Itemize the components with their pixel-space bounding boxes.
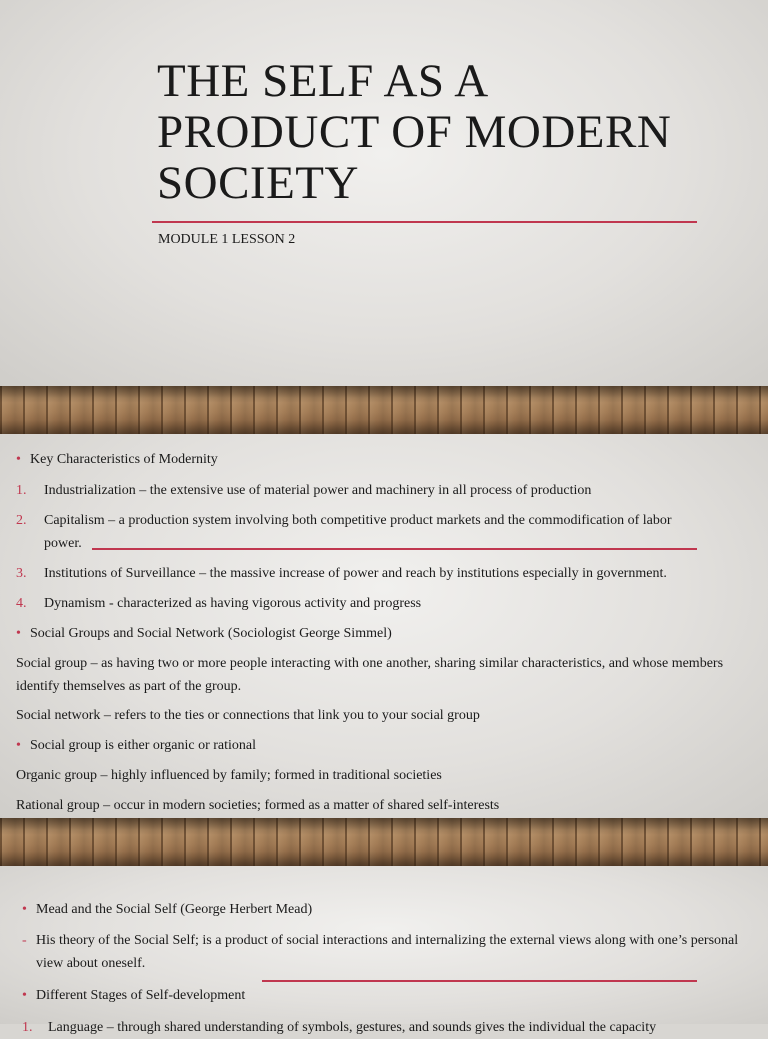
bullet: •: [16, 738, 21, 753]
list-item-capitalism-cont: power.: [44, 536, 82, 551]
organic-group-definition: Organic group – highly influenced by family; formed in traditional societies: [16, 768, 442, 783]
heading-stages-self-development: Different Stages of Self-development: [36, 988, 246, 1003]
title-line-3: SOCIETY: [157, 157, 359, 209]
social-network-definition: Social network – refers to the ties or connections that link you to your social group: [16, 708, 480, 723]
list-item-capitalism: Capitalism – a production system involving both competitive product markets and the commodification of labor: [44, 513, 672, 528]
title-line-2: PRODUCT OF MODERN: [157, 106, 672, 158]
heading-key-characteristics: Key Characteristics of Modernity: [30, 452, 218, 467]
bullet: •: [22, 902, 27, 917]
slide-subtitle: MODULE 1 LESSON 2: [158, 232, 296, 247]
list-number: 2.: [16, 513, 27, 528]
slide3-divider: [262, 980, 697, 982]
wood-floor-divider: [0, 818, 768, 866]
list-number: 3.: [16, 566, 27, 581]
slide-modernity: [0, 434, 768, 818]
list-item-surveillance: Institutions of Surveillance – the massive increase of power and reach by institutions especially in government.: [44, 566, 667, 581]
social-group-definition: Social group – as having two or more people interacting with one another, sharing similar characteristics, and whose members identify themselves as part of the group.: [16, 656, 724, 694]
slide-title-heading: [157, 56, 671, 209]
list-item-dynamism: Dynamism - characterized as having vigorous activity and progress: [44, 596, 422, 611]
bullet: •: [22, 988, 27, 1003]
wood-floor-divider: [0, 386, 768, 434]
rational-group-definition: Rational group – occur in modern societies; formed as a matter of shared self-interests: [16, 798, 500, 813]
dash-marker: -: [22, 933, 27, 948]
list-item-industrialization: Industrialization – the extensive use of material power and machinery in all process of production: [44, 483, 592, 498]
social-self-theory: His theory of the Social Self; is a product of social interactions and internalizing the external views along with one’s personal view about oneself.: [36, 933, 739, 971]
title-divider: [152, 221, 697, 223]
stage-language: Language – through shared understanding of symbols, gestures, and sounds gives the individual the capacity: [48, 1020, 657, 1035]
heading-social-groups: Social Groups and Social Network (Sociologist George Simmel): [30, 626, 392, 641]
bullet: •: [16, 452, 21, 467]
heading-mead-social-self: Mead and the Social Self (George Herbert Mead): [36, 902, 313, 917]
list-number: 1.: [16, 483, 27, 498]
list-number: 1.: [22, 1020, 33, 1035]
heading-organic-rational: Social group is either organic or rational: [30, 738, 257, 753]
list-number: 4.: [16, 596, 27, 611]
slide-social-self: [0, 866, 768, 1035]
slide-title: [0, 0, 768, 386]
slide2-divider: [92, 548, 697, 550]
title-line-1: THE SELF AS A: [157, 55, 489, 107]
bullet: •: [16, 626, 21, 641]
